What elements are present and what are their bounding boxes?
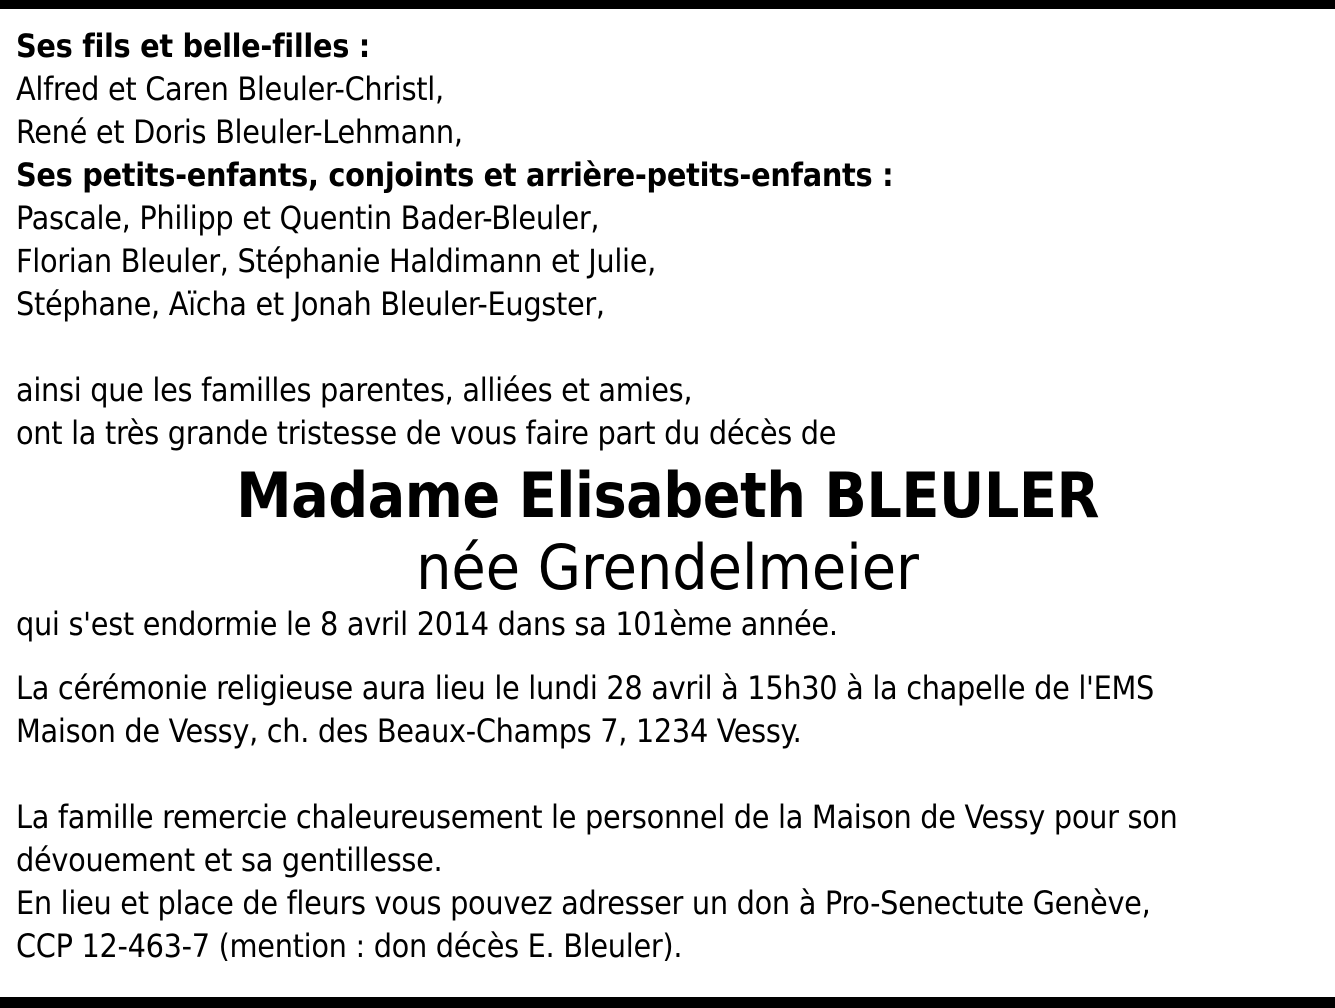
son-line: René et Doris Bleuler-Lehmann,	[16, 113, 463, 151]
grandchild-line: Stéphane, Aïcha et Jonah Bleuler-Eugster,	[16, 285, 605, 323]
paragraph-spacer	[16, 646, 1321, 667]
ceremony-line: La cérémonie religieuse aura lieu le lundi 28 avril à 15h30 à la chapelle de l'EMS	[16, 669, 1155, 707]
son-line: Alfred et Caren Bleuler-Christl,	[16, 70, 444, 108]
donation-line: En lieu et place de fleurs vous pouvez adresser un don à Pro-Senectute Genève,	[16, 884, 1151, 922]
announcement-line: ont la très grande tristesse de vous faire part du décès de	[16, 414, 837, 452]
ceremony-line: Maison de Vessy, ch. des Beaux-Champs 7, 1234 Vessy.	[16, 712, 802, 750]
sons-heading: Ses fils et belle-filles :	[16, 27, 370, 65]
maiden-name: née Grendelmeier	[416, 531, 919, 604]
donation-line: CCP 12-463-7 (mention : don décès E. Bleuler).	[16, 927, 683, 965]
grandchild-line: Florian Bleuler, Stéphanie Haldimann et Julie,	[16, 242, 656, 280]
announcement-line: ainsi que les familles parentes, alliées et amies,	[16, 371, 693, 409]
top-border-rule	[0, 0, 1335, 9]
blank-spacer	[16, 753, 1321, 796]
grandchildren-heading: Ses petits-enfants, conjoints et arrière-petits-enfants :	[16, 156, 894, 194]
thanks-line: dévouement et sa gentillesse.	[16, 841, 443, 879]
blank-spacer	[16, 326, 1321, 369]
deceased-name: Madame Elisabeth BLEULER	[236, 459, 1099, 532]
thanks-line: La famille remercie chaleureusement le personnel de la Maison de Vessy pour son	[16, 798, 1178, 836]
deceased-name-block	[0, 459, 1335, 603]
bottom-border-rule	[0, 997, 1335, 1008]
grandchild-line: Pascale, Philipp et Quentin Bader-Bleuler,	[16, 199, 600, 237]
obituary-notice	[16, 25, 1321, 968]
death-note: qui s'est endormie le 8 avril 2014 dans sa 101ème année.	[16, 605, 838, 643]
